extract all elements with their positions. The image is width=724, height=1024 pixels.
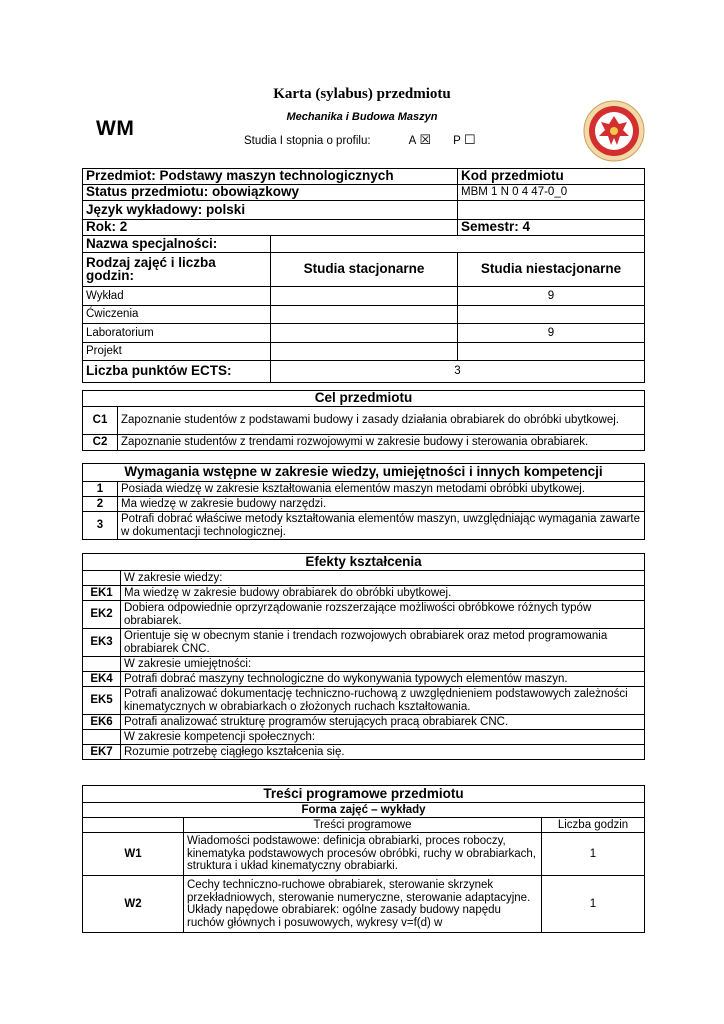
learning-outcomes-table: [82, 553, 645, 760]
outcome-text: Potrafi analizować strukturę programów sterujących pracą obrabiarek CNC.: [121, 715, 645, 730]
outcome-code: EK6: [83, 715, 121, 730]
content-column-header: Treści programowe: [184, 818, 542, 833]
goal-code: C2: [83, 435, 118, 451]
full-time-hours: [271, 306, 458, 324]
course-name: Przedmiot: Podstawy maszyn technologicznych: [83, 169, 458, 185]
course-status: Status przedmiotu: obowiązkowy: [83, 185, 458, 201]
course-year: Rok: 2: [83, 220, 458, 236]
section-title: Wymagania wstępne w zakresie wiedzy, umiejętności i innych kompetencji: [83, 464, 645, 482]
outcome-text: Dobiera odpowiednie oprzyrządowanie rozszerzające możliwości obróbkowe różnych typów obrabiarek.: [121, 601, 645, 629]
class-form: Forma zajęć – wykłady: [83, 803, 645, 818]
specialization-label: Nazwa specjalności:: [83, 236, 271, 253]
outcome-code: EK2: [83, 601, 121, 629]
course-semester: Semestr: 4: [458, 220, 645, 236]
lecture-content: Wiadomości podstawowe: definicja obrabiarki, proces roboczy, kinematyka podstawowych procesów obróbki, ruchy w obrabiarkach, struktura i układ kinematyczny obrabiarki.: [184, 833, 542, 876]
full-time-header: Studia stacjonarne: [271, 253, 458, 287]
class-type-name: Ćwiczenia: [83, 306, 271, 324]
class-type-name: Projekt: [83, 343, 271, 361]
requirement-text: Posiada wiedzę w zakresie kształtowania elementów maszyn metodami obróbki ubytkowej.: [118, 482, 645, 497]
study-profile: [244, 132, 476, 148]
wm-label: WM: [96, 117, 135, 140]
lecture-code: W2: [83, 876, 184, 933]
section-title: Treści programowe przedmiotu: [83, 786, 645, 803]
outcome-text: Potrafi dobrać maszyny technologiczne do wykonywania typowych elementów maszyn.: [121, 672, 645, 687]
university-logo-icon: [583, 100, 645, 162]
outcome-text: Ma wiedzę w zakresie budowy obrabiarek do obróbki ubytkowej.: [121, 586, 645, 601]
course-goals-table: [82, 390, 645, 451]
class-type-name: Laboratorium: [83, 324, 271, 343]
lecture-hours: 1: [542, 833, 645, 876]
part-time-header: Studia niestacjonarne: [458, 253, 645, 287]
category-competences: W zakresie kompetencji społecznych:: [121, 730, 645, 745]
profile-a-checkbox: ☒: [419, 132, 432, 147]
profile-label: Studia I stopnia o profilu:: [244, 135, 371, 147]
section-title: Cel przedmiotu: [83, 391, 645, 407]
lecture-hours: 1: [542, 876, 645, 933]
lecture-content: Cechy techniczno-ruchowe obrabiarek, sterowanie skrzynek przekładniowych, sterowanie numeryczne, sterowanie adaptacyjne. Układy napędowe obrabiarek: ogólne zasady budowy napędu ruchów głównych i posuwowych, wykresy v=f(d) w: [184, 876, 542, 933]
requirement-text: Ma wiedzę w zakresie budowy narzędzi.: [118, 497, 645, 512]
category-knowledge: W zakresie wiedzy:: [121, 571, 645, 586]
full-time-hours: [271, 324, 458, 343]
lecture-code: W1: [83, 833, 184, 876]
outcome-text: Orientuje się w obecnym stanie i trendach rozwojowych obrabiarek oraz metod programowania obrabiarek CNC.: [121, 629, 645, 657]
profile-p-label: P: [453, 135, 461, 147]
requirement-code: 1: [83, 482, 118, 497]
hours-column-header: Liczba godzin: [542, 818, 645, 833]
goal-text: Zapoznanie studentów z podstawami budowy i zasady działania obrabiarek do obróbki ubytkowej.: [118, 407, 645, 435]
course-code-label: Kod przedmiotu: [458, 169, 645, 185]
requirement-text: Potrafi dobrać właściwe metody kształtowania elementów maszyn, uwzględniając wymagania zawarte w dokumentacji technologicznej.: [118, 512, 645, 540]
goal-code: C1: [83, 407, 118, 435]
outcome-code: EK1: [83, 586, 121, 601]
prerequisites-table: [82, 463, 645, 540]
ects-value: 3: [271, 361, 645, 383]
part-time-hours: 9: [458, 324, 645, 343]
section-title: Efekty kształcenia: [83, 554, 645, 571]
course-language: Język wykładowy: polski: [83, 201, 458, 220]
course-info-table: [82, 168, 645, 383]
category-skills: W zakresie umiejętności:: [121, 657, 645, 672]
outcome-text: Rozumie potrzebę ciągłego kształcenia się.: [121, 745, 645, 760]
course-content-table: [82, 785, 645, 933]
page-title: Karta (sylabus) przedmiotu: [273, 86, 451, 102]
course-code-value: MBM 1 N 0 4 47-0_0: [458, 185, 645, 201]
goal-text: Zapoznanie studentów z trendami rozwojowymi w zakresie budowy i sterowania obrabiarek.: [118, 435, 645, 451]
profile-a-label: A: [408, 135, 417, 147]
class-type-label: Rodzaj zajęć i liczba godzin:: [83, 253, 271, 287]
part-time-hours: [458, 343, 645, 361]
outcome-code: EK5: [83, 687, 121, 715]
profile-p-checkbox: ☐: [464, 132, 476, 147]
outcome-code: EK7: [83, 745, 121, 760]
class-type-name: Wykład: [83, 287, 271, 306]
part-time-hours: [458, 306, 645, 324]
requirement-code: 3: [83, 512, 118, 540]
full-time-hours: [271, 343, 458, 361]
field-of-study: Mechanika i Budowa Maszyn: [286, 111, 438, 123]
requirement-code: 2: [83, 497, 118, 512]
full-time-hours: [271, 287, 458, 306]
outcome-code: EK4: [83, 672, 121, 687]
ects-label: Liczba punktów ECTS:: [83, 361, 271, 383]
part-time-hours: 9: [458, 287, 645, 306]
outcome-text: Potrafi analizować dokumentację techniczno-ruchową z uwzględnieniem podstawowych zależności kinematycznych w obrabiarkach o złożonych ruchach kształtowania.: [121, 687, 645, 715]
outcome-code: EK3: [83, 629, 121, 657]
